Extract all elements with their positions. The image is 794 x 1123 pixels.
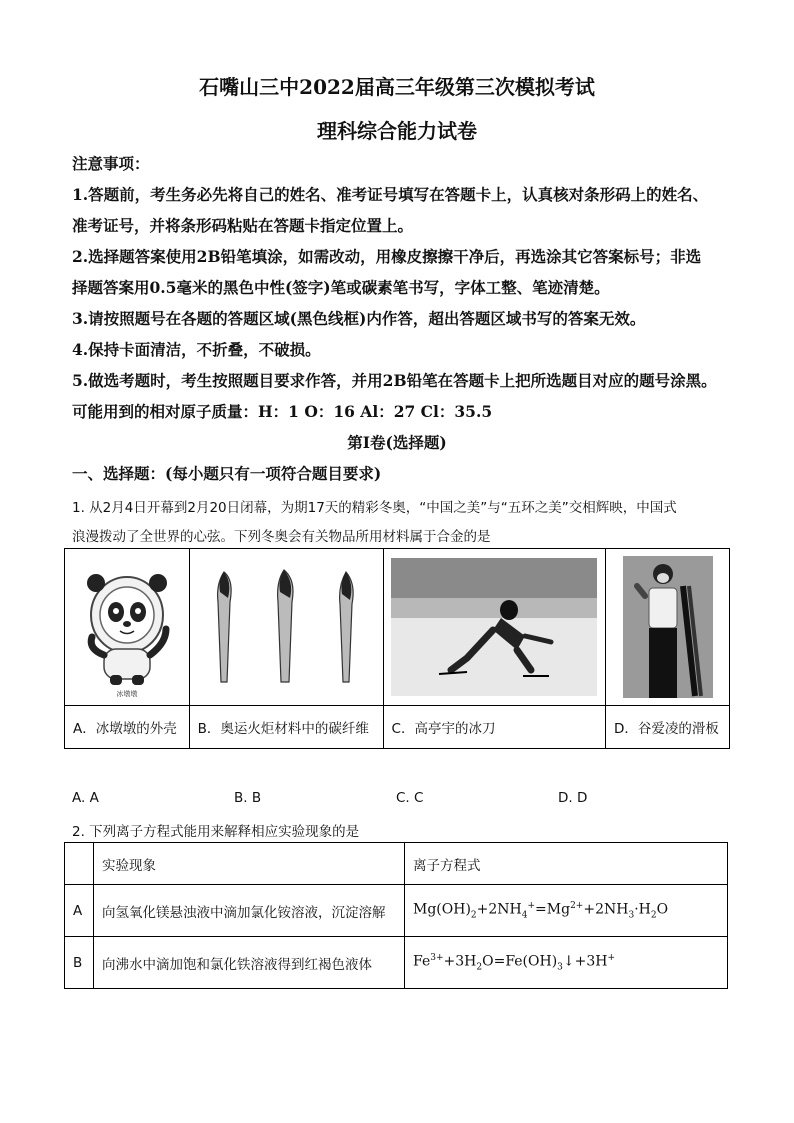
note-line-7: 5.做选考题时，考生按照题目要求作答，并用2B铅笔在答题卡上把所选题目对应的题号涂黑。: [72, 371, 717, 390]
q1-image-c: [383, 549, 606, 706]
note-line-6: 4.保持卡面清洁，不折叠，不破损。: [72, 340, 321, 359]
q2-header-blank: [65, 843, 94, 885]
q1-option-d[interactable]: D. D: [558, 790, 588, 806]
q1-image-d: [606, 549, 730, 706]
mascot-icon: [72, 557, 182, 697]
skier-icon: [623, 556, 713, 698]
q1-image-table: [64, 548, 730, 749]
q2-table: [64, 842, 728, 989]
q1-option-b[interactable]: B. B: [234, 790, 262, 806]
q2-row-a-phenomenon: 向氢氧化镁悬浊液中滴加氯化铵溶液，沉淀溶解: [94, 885, 405, 937]
skater-icon: [391, 558, 597, 696]
q1-caption-a: A．冰墩墩的外壳: [65, 706, 190, 749]
exam-title: 石嘴山三中2022届高三年级第三次模拟考试: [199, 75, 595, 99]
q2-header-phenomenon: 实验现象: [94, 843, 405, 885]
mascot-label: 冰墩墩: [116, 690, 138, 697]
note-line-4: 择题答案用0.5毫米的黑色中性(签字)笔或碳素笔书写，字体工整、笔迹清楚。: [72, 278, 610, 297]
q1-image-a: [65, 549, 190, 706]
q1-option-c[interactable]: C. C: [396, 790, 424, 806]
exam-subtitle: 理科综合能力试卷: [317, 119, 477, 143]
q1-stem-line2: 浪漫拨动了全世界的心弦。下列冬奥会有关物品所用材料属于合金的是: [72, 529, 491, 545]
note-line-2: 准考证号，并将条形码粘贴在答题卡指定位置上。: [72, 216, 414, 235]
note-line-3: 2.选择题答案使用2B铅笔填涂，如需改动，用橡皮擦擦干净后，再选涂其它答案标号；非选: [72, 247, 702, 266]
q2-header-equation: 离子方程式: [405, 843, 728, 885]
q2-stem: 2. 下列离子方程式能用来解释相应实验现象的是: [72, 824, 360, 840]
q1-option-a[interactable]: A. A: [72, 790, 99, 806]
part-heading: 一、选择题：(每小题只有一项符合题目要求): [72, 464, 382, 483]
q1-caption-b: B．奥运火炬材料中的碳纤维: [189, 706, 383, 749]
notes-heading: 注意事项：: [72, 154, 150, 173]
q2-row-a-label: A: [65, 885, 94, 937]
atomic-mass-line: 可能用到的相对原子质量：H：1 O：16 Al：27 Cl：35.5: [72, 402, 493, 421]
q2-row-b-equation: $Fe^{3+}+3H_2O=Fe(OH)_3↓+3H^+$: [405, 937, 728, 989]
q2-row-a-equation: $Mg(OH)_2+2NH_4^+=Mg^{2+}+2NH_3\cdot H_2O$: [405, 885, 728, 937]
q1-caption-d: D．谷爱凌的滑板: [606, 706, 730, 749]
torch-icon: [206, 562, 366, 692]
volume-heading: 第Ⅰ卷(选择题): [347, 433, 447, 452]
q1-caption-c: C．高亭宇的冰刀: [383, 706, 606, 749]
q2-row-b-label: B: [65, 937, 94, 989]
q1-image-b: [189, 549, 383, 706]
q2-row-b-phenomenon: 向沸水中滴加饱和氯化铁溶液得到红褐色液体: [94, 937, 405, 989]
note-line-5: 3.请按照题号在各题的答题区域(黑色线框)内作答，超出答题区域书写的答案无效。: [72, 309, 646, 328]
note-line-1: 1.答题前，考生务必先将自己的姓名、准考证号填写在答题卡上，认真核对条形码上的姓名、: [72, 185, 709, 204]
q1-stem-line1: 1. 从2月4日开幕到2月20日闭幕，为期17天的精彩冬奥，“中国之美”与“五环之美”交相辉映，中国式: [72, 500, 677, 516]
